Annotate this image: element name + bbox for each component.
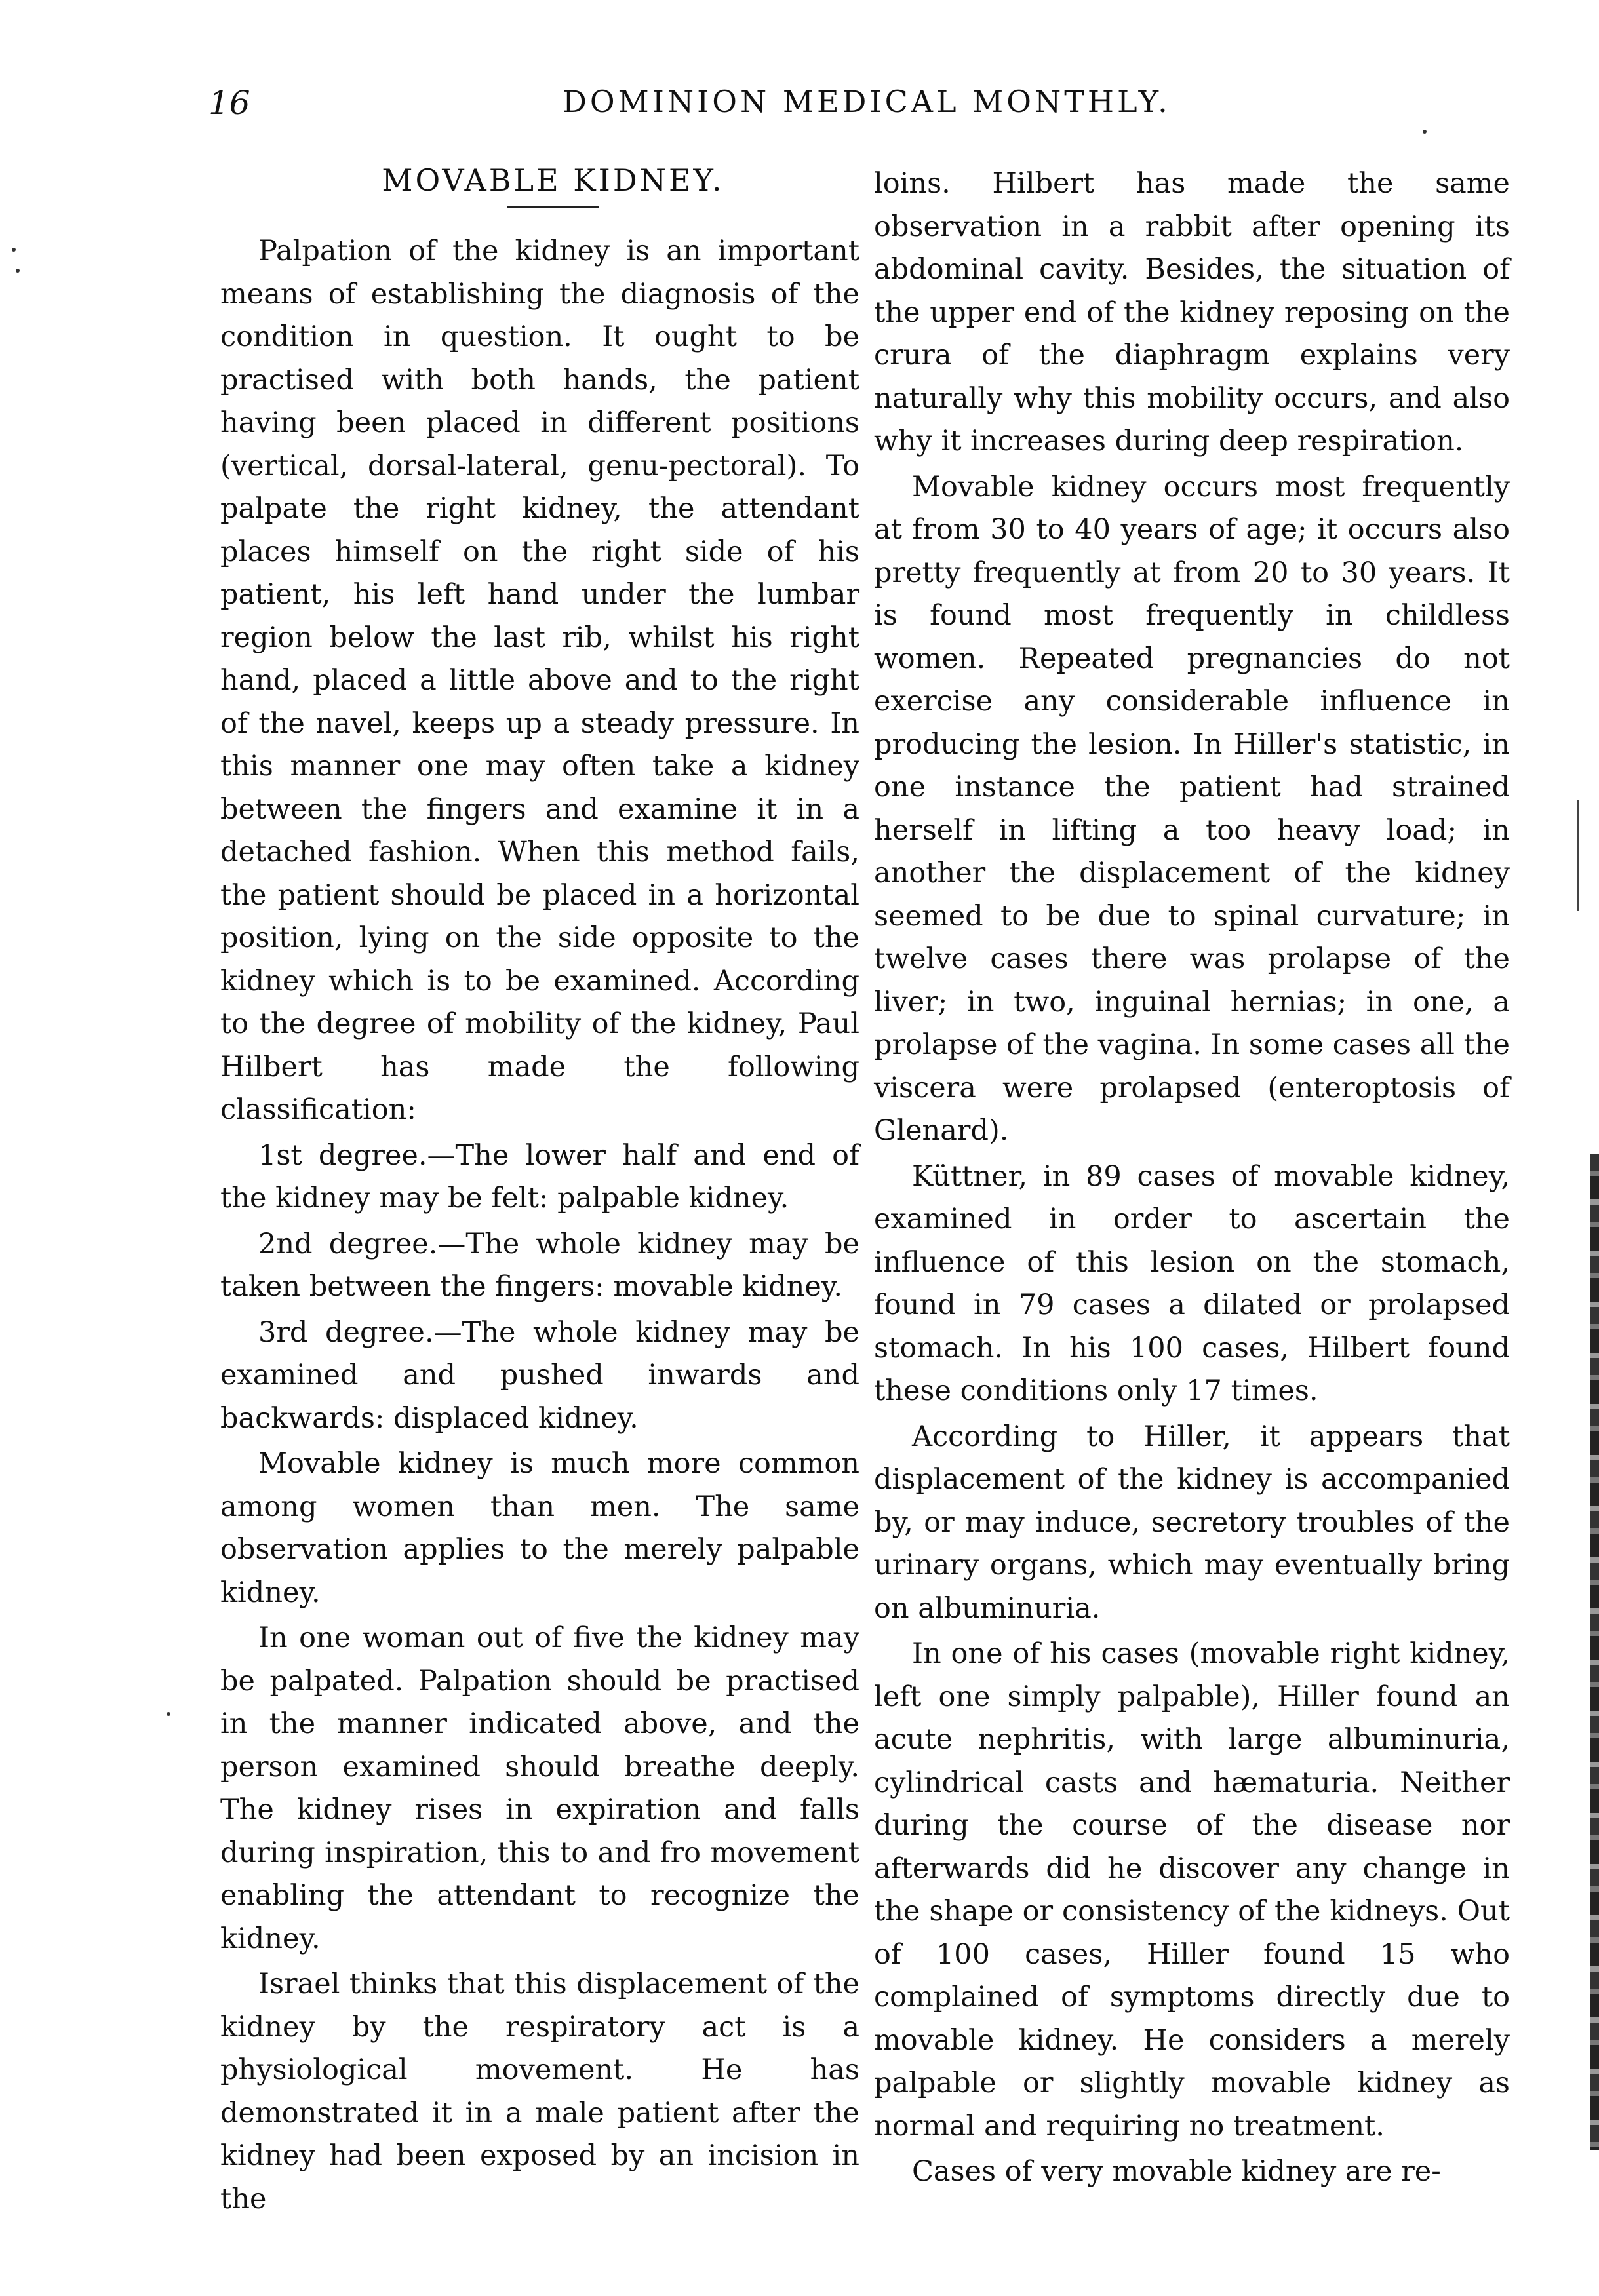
- speck: [1423, 130, 1427, 134]
- article-title: MOVABLE KIDNEY.: [382, 163, 724, 198]
- title-rule: [507, 206, 599, 208]
- paragraph: Movable kidney occurs most frequently at from 30 to 40 years of age; it occurs also pretty frequently at from 20 to 30 years. It is found most frequently in childless women. Repeated pregnancies do not exercise any considerable influence in producing the lesion. In Hiller's statistic, in one instance the patient had strained herself in lifting a too heavy load; in another the displacement of the kidney seemed to be due to spinal curvature; in twelve cases there was prolapse of the liver; in two, inguinal hernias; in one, a prolapse of the vagina. In some cases all the viscera were prolapsed (enteroptosis of Glenard).: [874, 470, 1510, 1147]
- paragraph: According to Hiller, it appears that displacement of the kidney is accompanied by, or may induce, secretory troubles of the urinary organs, which may eventually bring on albuminuria.: [874, 1420, 1510, 1625]
- paragraph: 2nd degree.—The whole kidney may be taken between the fingers: movable kidney.: [220, 1227, 859, 1303]
- paragraph: 3rd degree.—The whole kidney may be examined and pushed inwards and backwards: displaced kidney.: [220, 1315, 859, 1435]
- paragraph: Palpation of the kidney is an important means of establishing the diagnosis of the condition in question. It ought to be practised with both hands, the patient having been placed in different positions (vertical, dorsal-lateral, genu-pectoral). To palpate the right kidney, the attendant places himself on the right side of his patient, his left hand under the lumbar region below the last rib, whilst his right hand, placed a little above and to the right of the navel, keeps up a steady pressure. In this manner one may often take a kidney between the fingers and examine it in a detached fashion. When this method fails, the patient should be placed in a horizontal position, lying on the side opposite to the kidney which is to be examined. According to the degree of mobility of the kidney, Paul Hilbert has made the following classification:: [220, 235, 859, 1126]
- paragraph: In one woman out of five the kidney may be palpated. Palpation should be practised in the manner indicated above, and the person examined should breathe deeply. The kidney rises in expiration and falls during inspiration, this to and fro movement enabling the attendant to recognize the kidney.: [220, 1622, 859, 1955]
- paragraph: In one of his cases (movable right kidney, left one simply palpable), Hiller found an acute nephritis, with large albuminuria, cylindrical casts and hæmaturia. Neither during the course of the disease nor afterwards did he discover any change in the shape or consistency of the kidneys. Out of 100 cases, Hiller found 15 who complained of symptoms directly due to movable kidney. He considers a merely palpable or slightly movable kidney as normal and requiring no treatment.: [874, 1637, 1510, 2143]
- paragraph: Cases of very movable kidney are re-: [912, 2155, 1441, 2188]
- speck: [167, 1712, 170, 1716]
- speck: [16, 269, 20, 273]
- paragraph: 1st degree.—The lower half and end of the kidney may be felt: palpable kidney.: [220, 1138, 859, 1215]
- paragraph: Movable kidney is much more common among women than men. The same observation applies to the merely palpable kidney.: [220, 1447, 859, 1609]
- left-column: [220, 163, 859, 2221]
- paragraph: loins. Hilbert has made the same observation in a rabbit after opening its abdominal cavity. Besides, the situation of the upper end of the kidney reposing on the crura of the diaphragm explains very naturally why this mobility occurs, and also why it increases during deep respiration.: [874, 167, 1510, 457]
- page-header: [208, 84, 1493, 130]
- paragraph: Küttner, in 89 cases of movable kidney, examined in order to ascertain the influence of this lesion on the stomach, found in 79 cases a dilated or prolapsed stomach. In his 100 cases, Hilbert found these conditions only 17 times.: [874, 1159, 1510, 1407]
- page-number: 16: [208, 84, 250, 122]
- scan-edge-artifact: [1590, 1154, 1599, 2150]
- scan-mark: [1577, 800, 1579, 911]
- running-head: DOMINION MEDICAL MONTHLY.: [563, 84, 1171, 119]
- paragraph: Israel thinks that this displacement of the kidney by the respiratory act is a physiological movement. He has demonstrated it in a male patient after the kidney had been exposed by an incision in the: [220, 1968, 859, 2215]
- right-column: [874, 163, 1510, 2194]
- speck: [12, 248, 16, 252]
